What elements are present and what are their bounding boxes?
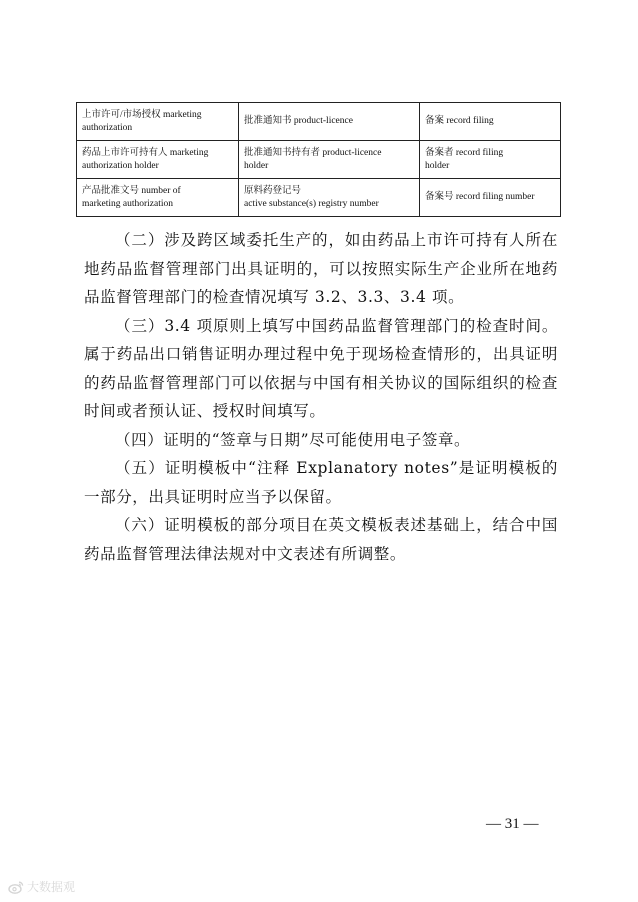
table-cell [239, 141, 420, 179]
cell-text: authorization holder [82, 160, 159, 171]
cell-text: holder [425, 160, 450, 171]
table-cell [77, 141, 239, 179]
cell-text: authorization [82, 122, 133, 133]
table-cell [77, 179, 239, 217]
cell-text: active substance(s) registry number [244, 198, 379, 209]
table-cell [77, 103, 239, 141]
table-cell [239, 179, 420, 217]
table-row [77, 141, 561, 179]
cell-text: 原料药登记号 [244, 185, 302, 196]
cell-text: marketing authorization [82, 198, 174, 209]
note-paragraph-4: （四）证明的“签章与日期”尽可能使用电子签章。 [115, 430, 471, 449]
cell-text: 备案者 record filing [425, 147, 504, 158]
table-cell [239, 103, 420, 141]
table-row [77, 103, 561, 141]
terminology-table [76, 102, 561, 217]
watermark [8, 878, 75, 895]
weibo-logo-icon [8, 880, 24, 894]
cell-text: 上市许可/市场授权 marketing [82, 109, 202, 120]
cell-text: 产品批准文号 number of [82, 185, 181, 196]
cell-text: 备案号 record filing number [425, 192, 535, 202]
cell-text: 批准通知书 product-licence [244, 116, 353, 126]
cell-text: holder [244, 160, 269, 171]
cell-text: 备案 record filing [425, 116, 494, 126]
note-paragraph-5: （五）证明模板中“注释 Explanatory notes”是证明模板的一部分，出具证明时应当予以保留。 [84, 459, 558, 506]
table-cell [420, 141, 561, 179]
page-number: — 31 — [486, 816, 539, 832]
table-cell [420, 179, 561, 217]
table-row [77, 179, 561, 217]
notes-body [84, 226, 558, 568]
note-paragraph-6: （六）证明模板的部分项目在英文模板表述基础上，结合中国药品监督管理法律法规对中文表述有所调整。 [84, 516, 558, 563]
watermark-text: 大数据观 [27, 880, 76, 894]
table-cell [420, 103, 561, 141]
cell-text: 批准通知书持有者 product-licence [244, 147, 382, 158]
cell-text: 药品上市许可持有人 marketing [82, 147, 209, 158]
note-paragraph-2: （二）涉及跨区域委托生产的，如由药品上市许可持有人所在地药品监督管理部门出具证明的，可以按照实际生产企业所在地药品监督管理部门的检查情况填写 3.2、3.3、3.4 项。 [84, 231, 558, 306]
note-paragraph-3: （三）3.4 项原则上填写中国药品监督管理部门的检查时间。属于药品出口销售证明办理过程中免于现场检查情形的，出具证明的药品监督管理部门可以依据与中国有相关协议的国际组织的检查时间或者预认证、授权时间填写。 [84, 316, 558, 420]
